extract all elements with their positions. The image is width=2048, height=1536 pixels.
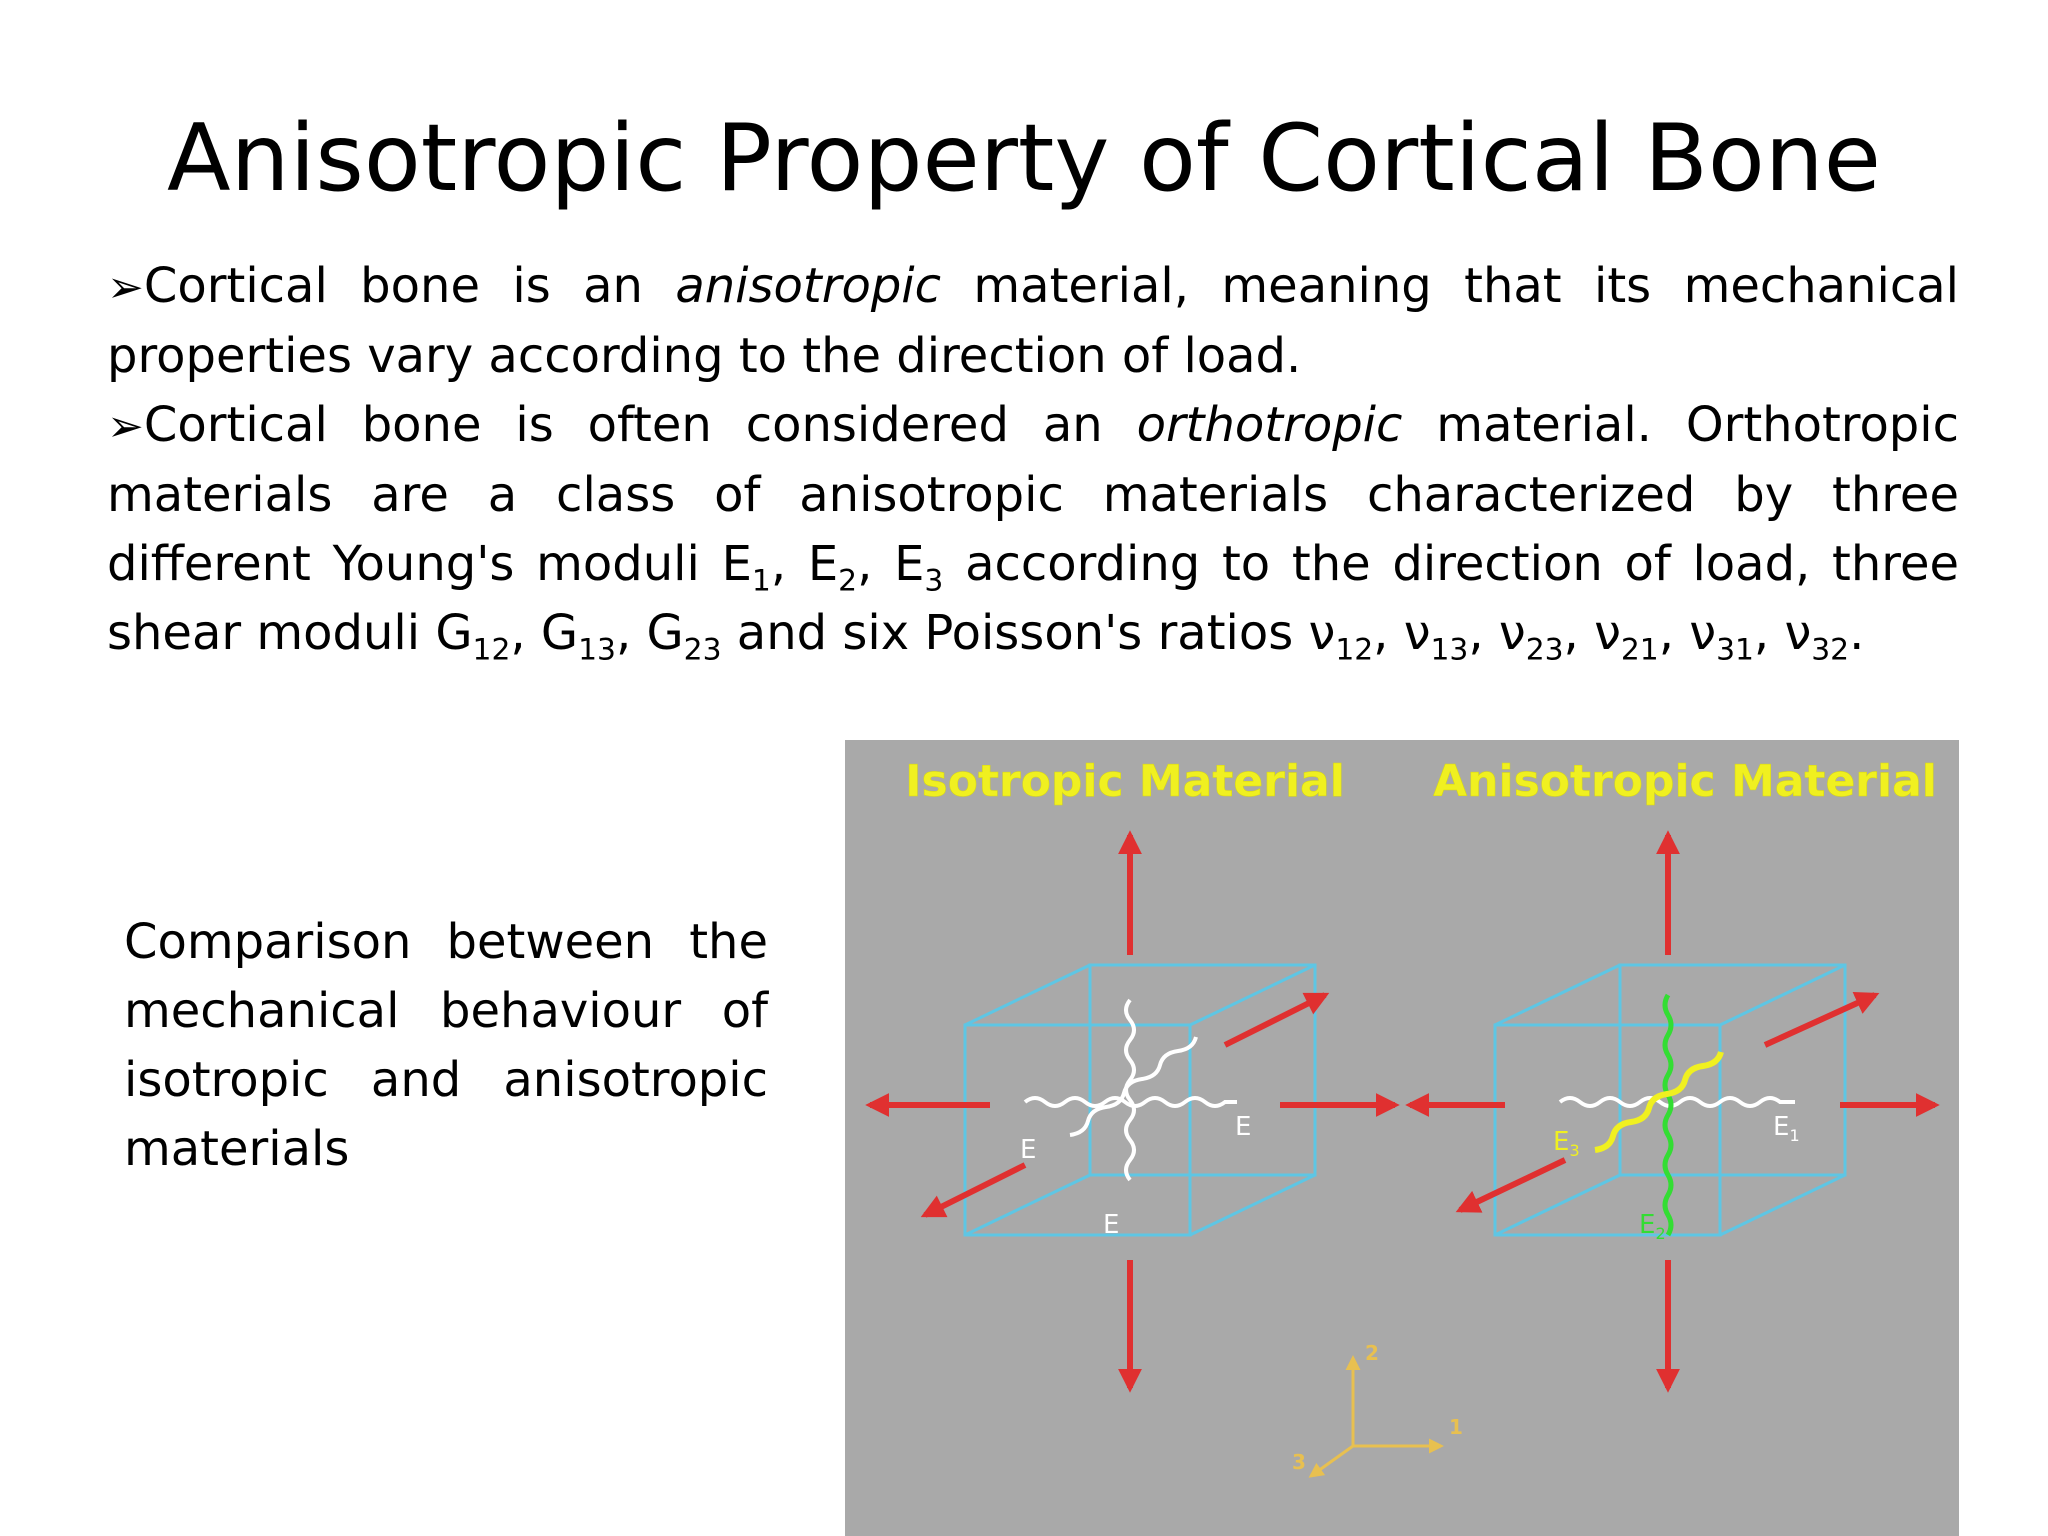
bullet-text-segment: material, meaning that its mechanical properties vary according to the direction of load. [107,258,1959,384]
bullet-text-segment: 12 [1335,632,1374,668]
slide-title: Anisotropic Property of Cortical Bone [167,104,1881,212]
bullet-text-segment: 21 [1620,632,1659,668]
axis-label-2: 2 [1365,1341,1379,1365]
figure-caption: Comparison between the mechanical behaviour of isotropic and anisotropic materials [124,914,768,1177]
bullet-text-segment: , ν [1373,605,1431,661]
bullet-marker-icon: ➢ [107,262,144,313]
bullet-text-segment: Cortical bone is often considered an [143,397,1137,453]
bullet-text-segment: 12 [472,632,511,668]
material-comparison-figure [845,740,1959,1536]
anisotropic-panel [1410,835,1935,1388]
aniso-label-e2: $E_2$ [1639,1210,1666,1243]
isotropic-label-e-left: E [1020,1135,1037,1165]
bullet-text-segment: 3 [924,563,944,599]
body-text [107,252,1959,668]
bullet-1 [107,252,1959,391]
anisotropic-force-arrows [1410,835,1935,1388]
bullet-text-segment: anisotropic [675,258,942,314]
anisotropic-heading: Anisotropic Material [1433,756,1937,807]
bullet-text-segment: , ν [1468,605,1526,661]
bullet-text-segment: 31 [1716,632,1754,668]
bullet-text-segment: 32 [1811,632,1850,668]
bullet-text-segment: 13 [1430,632,1469,668]
bullet-text-segment: 23 [683,632,722,668]
axis-label-1: 1 [1449,1415,1463,1439]
figure-svg [845,740,1959,1536]
bullet-text-segment: 23 [1525,632,1564,668]
bullet-text-segment: 1 [751,563,771,599]
isotropic-label-e-right: E [1235,1112,1252,1142]
bullet-marker-icon: ➢ [107,401,144,452]
bullet-text-segment: orthotropic [1136,397,1403,453]
bullet-text-segment: , E [857,536,925,592]
bullet-text-segment: Cortical bone is an [143,258,676,314]
aniso-spring-e1 [1560,1098,1795,1106]
aniso-spring-e2 [1665,995,1671,1235]
coordinate-axes [1292,1341,1463,1476]
bullet-2 [107,391,1959,668]
bullet-text-segment: material. Orthotropic materials are a class of anisotropic materials characterized by three different Young's moduli E [107,397,1959,592]
bullet-text-segment: , G [615,605,684,661]
bullet-text-segment: , ν [1658,605,1717,661]
bullet-text-segment: , E [770,536,839,592]
aniso-label-e3: $E_3$ [1553,1127,1580,1160]
bullet-text-segment: 13 [578,632,616,668]
isotropic-cube [965,965,1315,1235]
aniso-label-e1: $E_1$ [1773,1112,1800,1145]
bullet-text-segment: 2 [838,563,858,599]
bullet-text-segment: , G [510,605,579,661]
isotropic-heading: Isotropic Material [905,756,1345,807]
bullet-text-segment: . [1849,605,1865,661]
bullet-text-segment: and six Poisson's ratios ν [721,605,1336,661]
bullet-text-segment: , ν [1753,605,1812,661]
axis-label-3: 3 [1292,1450,1306,1474]
isotropic-springs [1025,1000,1237,1180]
isotropic-panel [870,835,1395,1388]
bullet-text-segment: , ν [1563,605,1621,661]
isotropic-label-e-bottom: E [1103,1210,1120,1240]
bullet-text-segment: according to the direction of load, three shear moduli G [107,536,1960,661]
